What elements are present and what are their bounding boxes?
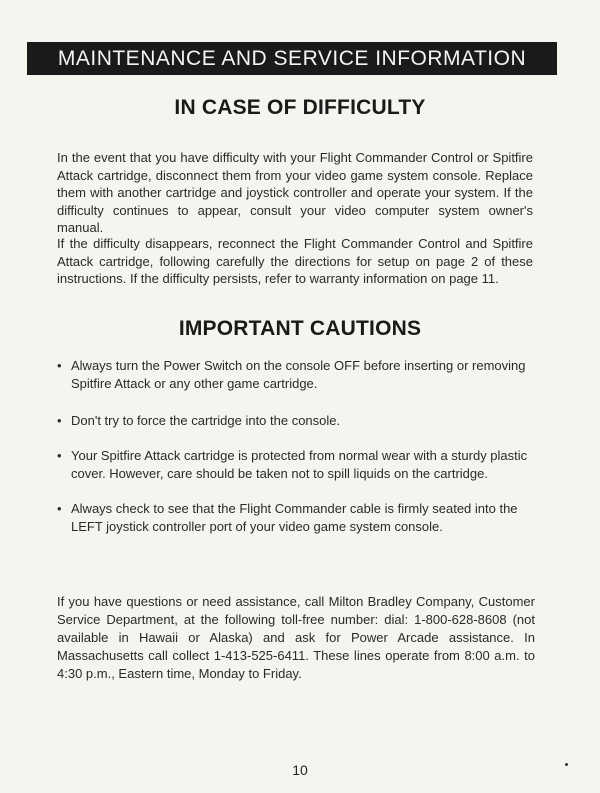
difficulty-heading: IN CASE OF DIFFICULTY — [174, 96, 426, 119]
caution-item: • Don't try to force the cartridge into the console. — [57, 412, 535, 430]
difficulty-paragraph-2: If the difficulty disappears, reconnect the Flight Commander Control and Spitfire Attack cartridge, following carefully the directions for setup on page 2 of these instructions. If the difficulty persists, refer to warranty information on page 11. — [57, 236, 533, 286]
caution-item: • Your Spitfire Attack cartridge is protected from normal wear with a sturdy plastic cover. However, care should be taken not to spill liquids on the cartridge. — [57, 447, 535, 483]
caution-item: • Always turn the Power Switch on the console OFF before inserting or removing Spitfire Attack or any other game cartridge. — [57, 357, 535, 393]
cautions-heading: IMPORTANT CAUTIONS — [178, 317, 422, 340]
section-banner: MAINTENANCE AND SERVICE INFORMATION — [27, 42, 557, 75]
page-number: 10 — [292, 762, 308, 778]
cautions-list — [57, 357, 535, 536]
caution-item: • Always check to see that the Flight Commander cable is firmly seated into the LEFT joystick controller port of your video game system console. — [57, 500, 535, 536]
print-speck — [565, 763, 568, 766]
difficulty-paragraph-1: In the event that you have difficulty with your Flight Commander Control or Spitfire Attack cartridge, disconnect them from your video game system console. Replace them with another cartridge and joystick controller and operate your system. If the difficulty continues to appear, consult your video computer system owner's manual. — [57, 150, 533, 235]
contact-paragraph: If you have questions or need assistance, call Milton Bradley Company, Customer Service Department, at the following toll-free number: dial: 1-800-628-8608 (not available in Hawaii or Alaska) and ask for Power Arcade assistance. In Massachusetts call collect 1-413-525-6411. These lines operate from 8:00 a.m. to 4:30 p.m., Eastern time, Monday to Friday. — [57, 594, 535, 681]
